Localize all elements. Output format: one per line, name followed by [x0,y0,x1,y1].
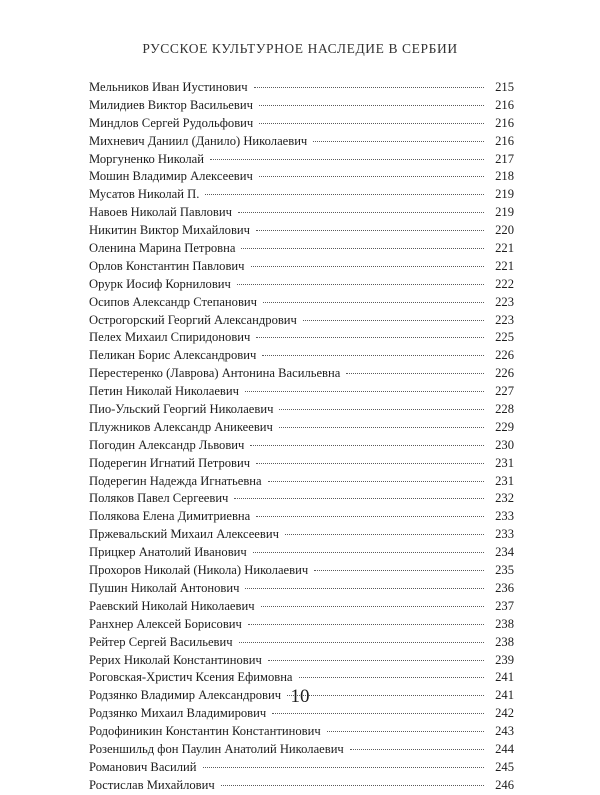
toc-entry [89,652,514,670]
toc-entry-page: 223 [495,312,514,327]
toc-entry-name: Подерегин Надежда Игнатьевна [89,473,262,488]
toc-entry [89,616,514,634]
toc-entry-name: Подерегин Игнатий Петрович [89,455,251,470]
dot-leader [303,320,484,321]
toc-entry-name: Перестеренко (Лаврова) Антонина Васильевна [89,366,341,381]
toc-entry-name: Осипов Александр Степанович [89,294,257,309]
toc-entry-name: Орлов Константин Павлович [89,258,245,273]
toc-entry-name: Никитин Виктор Михайлович [89,223,250,238]
toc-entry-name: Ранхнер Алексей Борисович [89,616,242,631]
toc-entry-name: Прохоров Николай (Никола) Николаевич [89,563,309,578]
toc-entry [89,294,514,312]
toc-entry-name: Рерих Николай Константинович [89,652,262,667]
toc-entry-name: Розеншильд фон Паулин Анатолий Николаевич [89,741,344,756]
toc-entry [89,473,514,491]
toc-entry [89,437,514,455]
toc-entry-page: 229 [495,419,514,434]
dot-leader [268,660,484,661]
toc-entry-name: Орурк Иосиф Корнилович [89,276,231,291]
toc-entry [89,133,514,151]
toc-entry [89,490,514,508]
toc-entry-name: Плужников Александр Аникеевич [89,419,273,434]
dot-leader [263,302,484,303]
dot-leader [237,284,484,285]
toc-entry-page: 246 [495,777,514,792]
dot-leader [327,731,484,732]
toc-entry-name: Пржевальский Михаил Алексеевич [89,527,279,542]
toc-entry-name: Навоев Николай Павлович [89,205,232,220]
toc-entry [89,598,514,616]
toc-entry [89,544,514,562]
dot-leader [259,105,484,106]
toc-entry-page: 221 [495,258,514,273]
toc-entry-name: Поляков Павел Сергеевич [89,491,229,506]
dot-leader [268,481,484,482]
toc-entry-page: 227 [495,384,514,399]
dot-leader [313,141,484,142]
toc-entry [89,419,514,437]
toc-entry [89,312,514,330]
toc-entry-name: Острогорский Георгий Александрович [89,312,297,327]
toc-entry-page: 221 [495,241,514,256]
toc-entry-page: 235 [495,563,514,578]
dot-leader [253,552,484,553]
toc-entry-page: 231 [495,455,514,470]
toc-entry-name: Мусатов Николай П. [89,187,200,202]
toc-entry-name: Полякова Елена Димитриевна [89,509,251,524]
toc-entry-name: Романович Василий [89,759,197,774]
toc-entry [89,347,514,365]
toc-entry-name: Пеликан Борис Александрович [89,348,257,363]
dot-leader [210,159,484,160]
toc-entry-name: Раевский Николай Николаевич [89,598,255,613]
toc-entry [89,186,514,204]
dot-leader [254,87,484,88]
toc-entry-page: 219 [495,187,514,202]
toc-entry-name: Милидиев Виктор Васильевич [89,97,253,112]
dot-leader [285,534,484,535]
toc-entry-page: 217 [495,151,514,166]
toc-entry-name: Пушин Николай Антонович [89,580,240,595]
toc-entry-page: 228 [495,402,514,417]
toc-entry-page: 245 [495,759,514,774]
dot-leader [221,785,484,786]
toc-entry-page: 219 [495,205,514,220]
toc-entry [89,455,514,473]
toc-entry [89,222,514,240]
toc-entry-page: 226 [495,348,514,363]
dot-leader [279,427,484,428]
toc-entry-name: Петин Николай Николаевич [89,384,239,399]
dot-leader [262,355,484,356]
dot-leader [346,373,484,374]
running-title: РУССКОЕ КУЛЬТУРНОЕ НАСЛЕДИЕ В СЕРБИИ [142,41,458,56]
dot-leader [256,516,484,517]
dot-leader [245,588,484,589]
toc-entry-page: 233 [495,509,514,524]
toc-entry [89,329,514,347]
toc-entry-page: 216 [495,115,514,130]
toc-entry-name: Прицкер Анатолий Иванович [89,545,247,560]
dot-leader [241,248,484,249]
dot-leader [248,624,484,625]
toc-entry-page: 218 [495,169,514,184]
dot-leader [239,642,484,643]
toc-entry [89,115,514,133]
toc-entry-name: Мошин Владимир Алексеевич [89,169,253,184]
toc-entry-name: Родофиникин Константин Константинович [89,724,321,739]
toc-entry-name: Михневич Даниил (Данило) Николаевич [89,133,308,148]
dot-leader [261,606,484,607]
toc-entry-page: 231 [495,473,514,488]
dot-leader [259,176,484,177]
toc-entry [89,365,514,383]
toc-entry [89,401,514,419]
toc-entry-name: Оленина Марина Петровна [89,241,236,256]
toc-entry [89,204,514,222]
toc-entry [89,580,514,598]
toc-entry-page: 238 [495,634,514,649]
toc-entry-name: Миндлов Сергей Рудольфович [89,115,254,130]
toc-entry-name: Родзянко Владимир Александрович [89,688,282,703]
toc-entry-page: 239 [495,652,514,667]
toc-entry [89,634,514,652]
toc-entry-page: 225 [495,330,514,345]
dot-leader [203,767,484,768]
toc-entry-name: Роговская-Христич Ксения Ефимовна [89,670,293,685]
toc-entry-page: 222 [495,276,514,291]
dot-leader [238,212,484,213]
dot-leader [245,391,484,392]
toc-entry-page: 216 [495,133,514,148]
toc-entry [89,759,514,777]
dot-leader [259,123,484,124]
dot-leader [205,194,484,195]
toc-entry-page: 220 [495,223,514,238]
toc-entry [89,276,514,294]
toc-entry-page: 241 [495,670,514,685]
toc-entry [89,723,514,741]
dot-leader [256,463,484,464]
toc-entry [89,240,514,258]
dot-leader [314,570,484,571]
toc-entry-name: Мельников Иван Иустинович [89,80,248,94]
toc-entry-page: 216 [495,97,514,112]
toc-entry [89,79,514,97]
toc-entry-page: 233 [495,527,514,542]
dot-leader [250,445,484,446]
toc-entry [89,669,514,687]
toc-entry-name: Родзянко Михаил Владимирович [89,706,267,721]
dot-leader [272,713,484,714]
toc-entry [89,777,514,795]
toc-entry-page: 236 [495,580,514,595]
toc-entry [89,508,514,526]
toc-entry-page: 223 [495,294,514,309]
toc-entry [89,383,514,401]
toc-entry-page: 244 [495,741,514,756]
toc-entry-page: 238 [495,616,514,631]
toc-entry [89,151,514,169]
dot-leader [256,230,484,231]
toc-entry [89,562,514,580]
toc-entry-name: Пелех Михаил Спиридонович [89,330,251,345]
toc-entry-page: 226 [495,366,514,381]
toc-entry-page: 241 [495,688,514,703]
toc-entry-name: Рейтер Сергей Васильевич [89,634,233,649]
toc-entry-name: Погодин Александр Львович [89,437,245,452]
toc-entry [89,97,514,115]
toc-entry-page: 232 [495,491,514,506]
toc-entry-name: Ростислав Михайлович [89,777,215,792]
toc-entry-page: 243 [495,724,514,739]
toc-entry-name: Пио-Ульский Георгий Николаевич [89,402,274,417]
toc-entry [89,526,514,544]
dot-leader [251,266,485,267]
toc-entry-name: Моргуненко Николай [89,151,204,166]
dot-leader [234,498,484,499]
toc-entry-page: 234 [495,545,514,560]
toc-entry-page: 230 [495,437,514,452]
toc-entry [89,258,514,276]
dot-leader [279,409,484,410]
toc-entry-page: 242 [495,706,514,721]
page-number: 10 [290,686,310,707]
dot-leader [299,677,484,678]
toc-entry-page: 237 [495,598,514,613]
toc-entry [89,168,514,186]
toc-entry-page: 215 [495,80,514,94]
dot-leader [256,337,484,338]
